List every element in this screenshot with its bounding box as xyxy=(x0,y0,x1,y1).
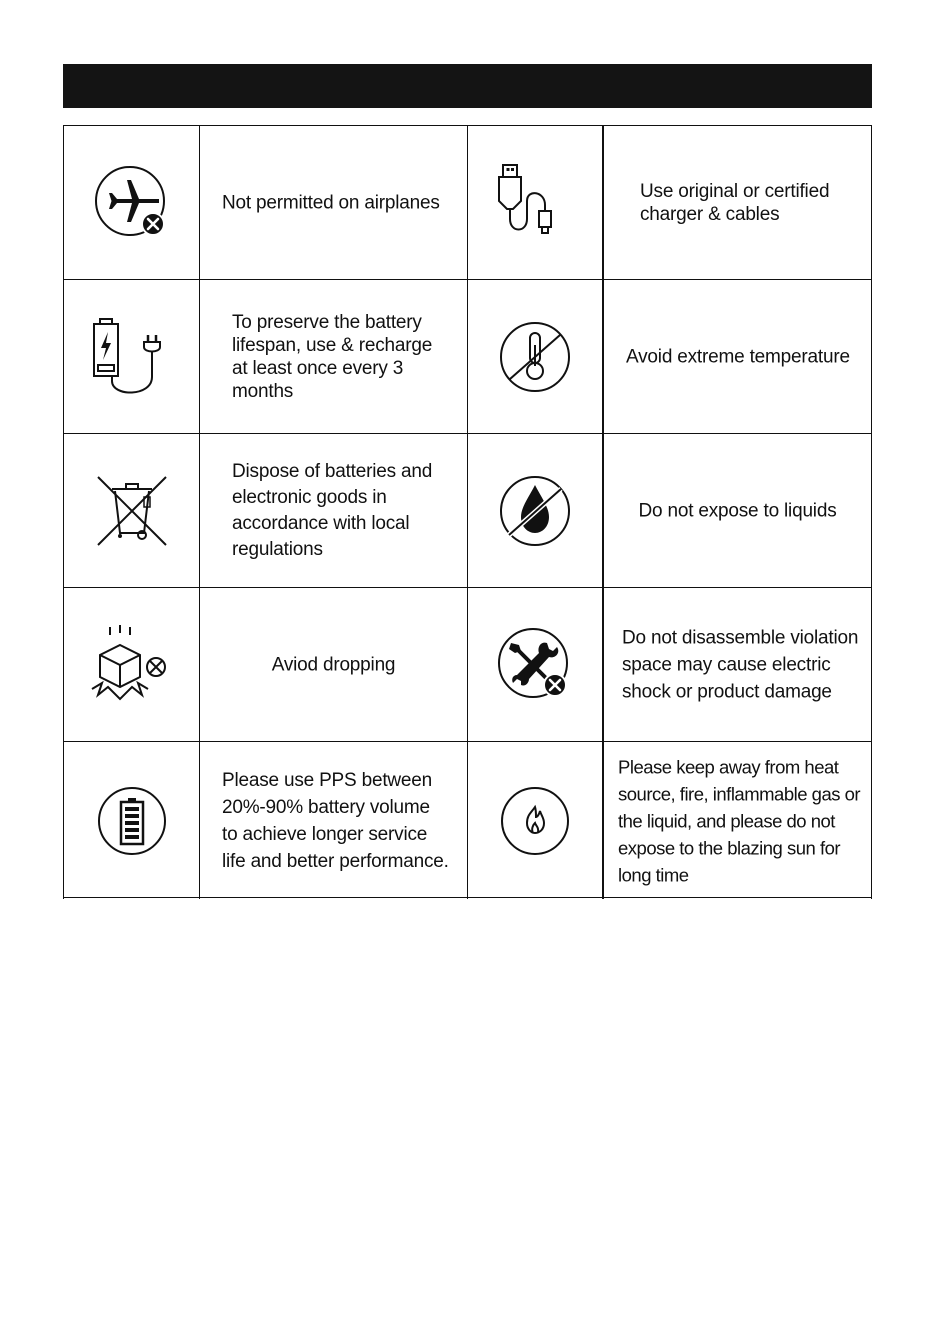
warning-text: Aviod dropping xyxy=(271,654,396,675)
usb-cable-icon xyxy=(493,161,577,245)
no-disassemble-icon xyxy=(493,623,577,707)
warning-text: Dispose of batteries and electronic goods in accordance with local regulations xyxy=(232,460,433,560)
warning-text: Do not expose to liquids xyxy=(638,500,837,521)
icon-cell xyxy=(468,742,604,899)
icon-cell xyxy=(63,280,200,433)
crossed-bin-icon xyxy=(90,469,174,553)
table-row xyxy=(63,280,872,434)
table-row xyxy=(63,742,872,899)
text-cell xyxy=(604,126,872,279)
text-cell xyxy=(200,434,468,587)
icon-cell xyxy=(63,742,200,899)
icon-cell xyxy=(468,588,604,741)
text-cell xyxy=(200,126,468,279)
no-airplane-icon xyxy=(90,161,174,245)
text-cell xyxy=(200,588,468,741)
warning-text: Please keep away from heat source, fire, inflammable gas or the liquid, and please do not expose to the blazing sun for long time xyxy=(618,756,861,885)
battery-charge-icon xyxy=(90,315,174,399)
warning-text: Please use PPS between 20%-90% battery volume to achieve longer service life and better performance. xyxy=(222,769,449,872)
table-row xyxy=(63,434,872,588)
text-cell xyxy=(604,588,872,741)
header-bar xyxy=(63,64,872,108)
warning-text: Use original or certified charger & cables xyxy=(640,180,830,225)
text-cell xyxy=(200,280,468,433)
no-temperature-icon xyxy=(493,315,577,399)
warning-text: Do not disassemble violation space may cause electric shock or product damage xyxy=(622,627,859,702)
table-row xyxy=(63,588,872,742)
text-cell xyxy=(604,434,872,587)
icon-cell xyxy=(63,588,200,741)
table-row xyxy=(63,126,872,280)
text-cell xyxy=(604,742,872,899)
text-cell xyxy=(604,280,872,433)
warning-text: Avoid extreme temperature xyxy=(626,346,850,367)
icon-cell xyxy=(468,280,604,433)
warning-text: Not permitted on airplanes xyxy=(222,192,440,213)
icon-cell xyxy=(63,126,200,279)
icon-cell xyxy=(468,126,604,279)
no-drop-icon xyxy=(90,623,174,707)
no-liquid-icon xyxy=(493,469,577,553)
safety-table xyxy=(63,125,872,898)
text-cell xyxy=(200,742,468,899)
icon-cell xyxy=(63,434,200,587)
warning-text: To preserve the battery lifespan, use & recharge at least once every 3 months xyxy=(232,311,433,402)
icon-cell xyxy=(468,434,604,587)
battery-level-icon xyxy=(90,779,174,863)
fire-icon xyxy=(493,779,577,863)
